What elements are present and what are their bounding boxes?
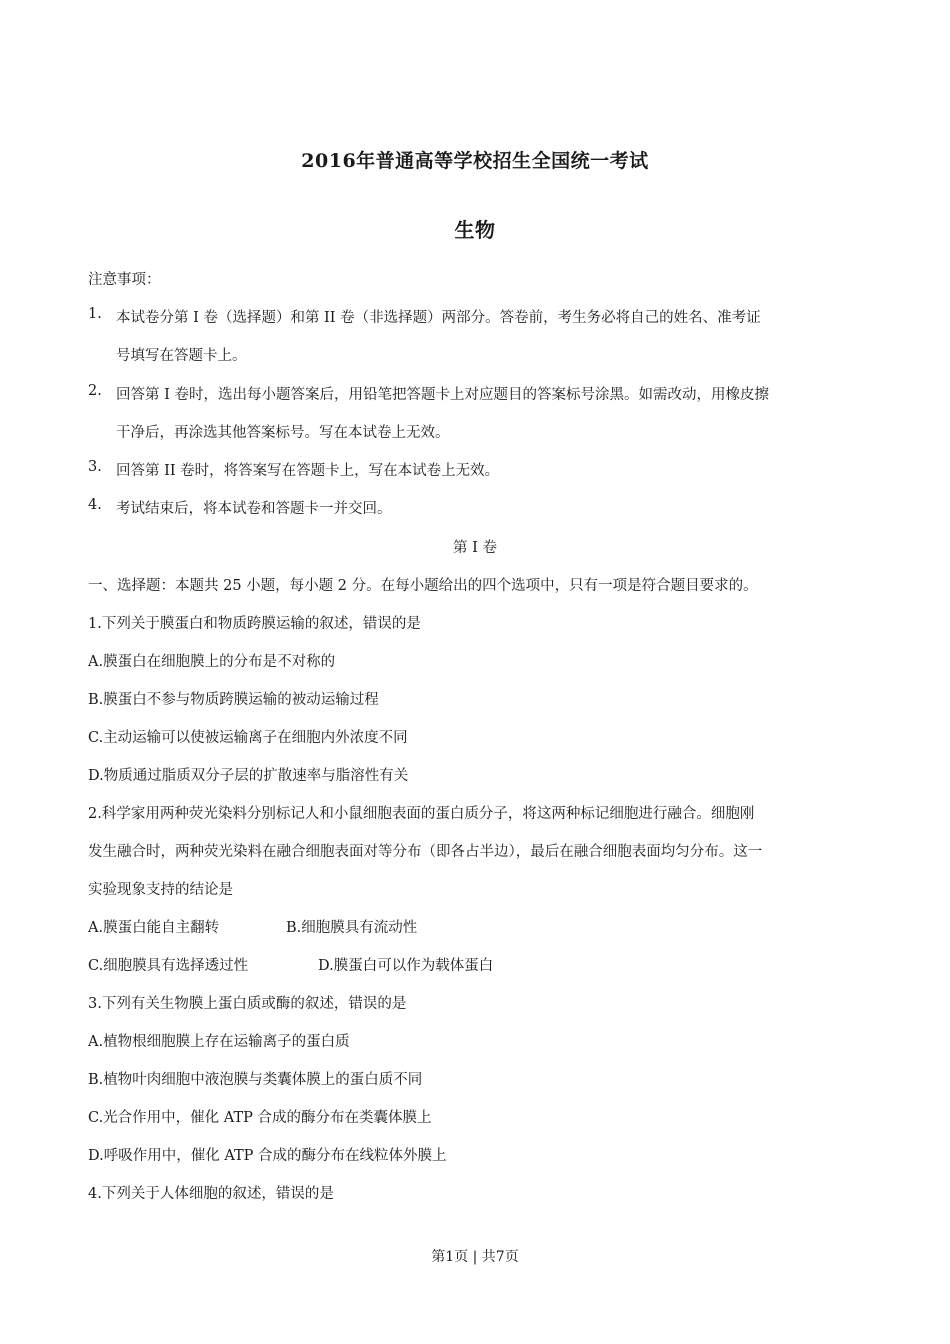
- q2-stem-line3: 实验现象支持的结论是: [88, 882, 233, 898]
- notice-3-number: 3.: [88, 459, 102, 475]
- page-footer: 第1页 | 共7页: [431, 1249, 519, 1265]
- notice-4-number: 4.: [88, 497, 102, 513]
- notice-4-line1: 考试结束后，将本试卷和答题卡一并交回。: [116, 501, 392, 517]
- notice-2-number: 2.: [88, 383, 102, 399]
- q1-option-d: D.物质通过脂质双分子层的扩散速率与脂溶性有关: [88, 768, 409, 784]
- q3-option-c: C.光合作用中，催化 ATP 合成的酶分布在类囊体膜上: [88, 1110, 432, 1126]
- subject-title: 生物: [454, 218, 496, 242]
- q3-option-a: A.植物根细胞膜上存在运输离子的蛋白质: [88, 1034, 350, 1050]
- q3-option-b: B.植物叶肉细胞中液泡膜与类囊体膜上的蛋白质不同: [88, 1072, 423, 1088]
- q2-option-d: D.膜蛋白可以作为载体蛋白: [318, 958, 494, 974]
- q2-option-a: A.膜蛋白能自主翻转: [88, 920, 220, 936]
- q1-option-c: C.主动运输可以使被运输离子在细胞内外浓度不同: [88, 730, 408, 746]
- q2-option-b: B.细胞膜具有流动性: [286, 920, 418, 936]
- q1-option-b: B.膜蛋白不参与物质跨膜运输的被动运输过程: [88, 692, 379, 708]
- exam-title: 2016年普通高等学校招生全国统一考试: [301, 150, 649, 172]
- notice-1-line2: 号填写在答题卡上。: [116, 348, 247, 364]
- notice-heading: 注意事项：: [88, 272, 161, 288]
- notice-2-line1: 回答第 I 卷时，选出每小题答案后，用铅笔把答题卡上对应题目的答案标号涂黑。如需改动，用橡皮擦: [116, 387, 769, 403]
- section-intro: 一、选择题：本题共 25 小题，每小题 2 分。在每小题给出的四个选项中，只有一项是符合题目要求的。: [88, 578, 758, 594]
- q3-stem: 3.下列有关生物膜上蛋白质或酶的叙述，错误的是: [88, 996, 407, 1012]
- q2-stem-line2: 发生融合时，两种荧光染料在融合细胞表面对等分布（即各占半边），最后在融合细胞表面均匀分布。这一: [88, 844, 763, 860]
- q2-option-c: C.细胞膜具有选择透过性: [88, 958, 249, 974]
- notice-1-line1: 本试卷分第 I 卷（选择题）和第 II 卷（非选择题）两部分。答卷前，考生务必将自己的姓名、准考证: [116, 310, 761, 326]
- q1-stem: 1.下列关于膜蛋白和物质跨膜运输的叙述，错误的是: [88, 616, 421, 632]
- part-heading: 第 I 卷: [453, 540, 497, 556]
- notice-3-line1: 回答第 II 卷时，将答案写在答题卡上，写在本试卷上无效。: [116, 463, 500, 479]
- q3-option-d: D.呼吸作用中，催化 ATP 合成的酶分布在线粒体外膜上: [88, 1148, 447, 1164]
- q4-stem: 4.下列关于人体细胞的叙述，错误的是: [88, 1186, 334, 1202]
- q1-option-a: A.膜蛋白在细胞膜上的分布是不对称的: [88, 654, 336, 670]
- q2-stem-line1: 2.科学家用两种荧光染料分别标记人和小鼠细胞表面的蛋白质分子，将这两种标记细胞进行融合。细胞刚: [88, 806, 755, 822]
- notice-1-number: 1.: [88, 306, 102, 322]
- notice-2-line2: 干净后，再涂选其他答案标号。写在本试卷上无效。: [116, 425, 450, 441]
